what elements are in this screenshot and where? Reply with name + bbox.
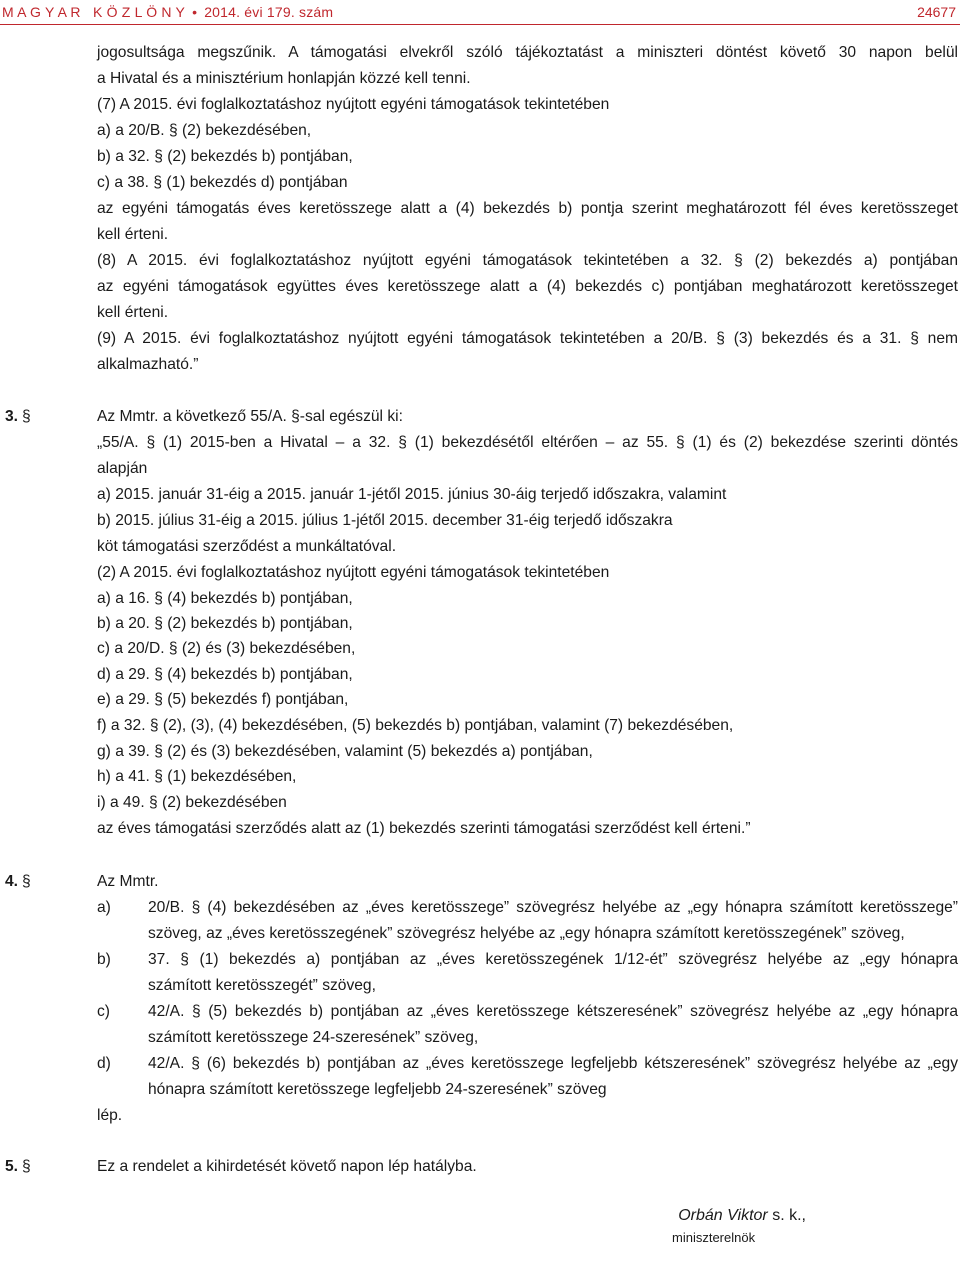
- signatory-role: miniszterelnök: [672, 1230, 756, 1245]
- text-line: a) a 16. § (4) bekezdés b) pontjában,: [97, 590, 353, 607]
- page-number: 24677: [917, 4, 956, 20]
- text-line: jogosultsága megszűnik. A támogatási elvekről szóló tájékoztatást a miniszteri döntést követő 30 napon belül: [97, 44, 958, 61]
- item-text: 42/A. § (5) bekezdés b) pontjában az „éves keretösszege kétszeresének” szövegrész helyébe az „egy hónapra: [148, 1003, 958, 1020]
- text-line: e) a 29. § (5) bekezdés f) pontjában,: [97, 691, 349, 708]
- publication-line: [2, 4, 333, 20]
- text-line: b) a 20. § (2) bekezdés b) pontjában,: [97, 615, 353, 632]
- section-number: 3.: [5, 408, 19, 425]
- signature-suffix: s. k.,: [767, 1207, 806, 1224]
- text-line: „55/A. § (1) 2015-ben a Hivatal – a 32. § (1) bekezdésétől eltérően – az 55. § (1) és (2) bekezdése szerinti döntés: [97, 434, 958, 451]
- text-line: c) a 20/D. § (2) és (3) bekezdésében,: [97, 640, 356, 657]
- item-text: számított keretösszege 24-szeresének” szöveg,: [148, 1029, 479, 1046]
- text-line: h) a 41. § (1) bekezdésében,: [97, 768, 297, 785]
- text-line: (7) A 2015. évi foglalkoztatáshoz nyújtott egyéni támogatások tekintetében: [97, 96, 610, 113]
- text-line: az egyéni támogatások együttes éves keretösszege alatt a (4) bekezdés c) pontjában meghatározott keretösszeget: [97, 278, 958, 295]
- text-line: b) a 32. § (2) bekezdés b) pontjában,: [97, 148, 353, 165]
- publication-title: M A G Y A R K Ö Z L Ö N Y: [2, 4, 186, 20]
- signatory-name: Orbán Viktor: [678, 1207, 768, 1224]
- item-text: szöveg, az „éves keretösszegének” szövegrész helyébe az „egy hónapra számított keretösszegének” szöveg,: [148, 925, 905, 942]
- text-line: az éves támogatási szerződés alatt az (1) bekezdés szerinti támogatási szerződést kell érteni.”: [97, 820, 751, 837]
- item-text: 42/A. § (6) bekezdés b) pontjában az „éves keretösszege legfeljebb kétszeresének” szövegrész helyébe az „egy: [148, 1055, 958, 1072]
- text-line: lép.: [97, 1107, 123, 1124]
- item-label: b): [97, 951, 111, 968]
- item-text: 20/B. § (4) bekezdésében az „éves keretösszege” szövegrész helyébe az „egy hónapra számított keretösszege”: [148, 899, 958, 916]
- text-line: alkalmazható.”: [97, 356, 199, 373]
- text-line: kell érteni.: [97, 226, 169, 243]
- text-line: f) a 32. § (2), (3), (4) bekezdésében, (5) bekezdés b) pontjában, valamint (7) bekezdésében,: [97, 717, 734, 734]
- item-label: c): [97, 1003, 110, 1020]
- text-line: (2) A 2015. évi foglalkoztatáshoz nyújtott egyéni támogatások tekintetében: [97, 564, 610, 581]
- section-sign: §: [22, 873, 31, 890]
- text-line: g) a 39. § (2) és (3) bekezdésében, valamint (5) bekezdés a) pontjában,: [97, 743, 593, 760]
- text-line: a) 2015. január 31-éig a 2015. január 1-jétől 2015. június 30-áig terjedő időszakra, valamint: [97, 486, 727, 503]
- section-sign: §: [22, 408, 31, 425]
- item-label: d): [97, 1055, 111, 1072]
- text-line: c) a 38. § (1) bekezdés d) pontjában: [97, 174, 348, 191]
- section-sign: §: [22, 1158, 31, 1175]
- text-line: a) a 20/B. § (2) bekezdésében,: [97, 122, 312, 139]
- text-line: (8) A 2015. évi foglalkoztatáshoz nyújtott egyéni támogatások tekintetében a 32. § (2) bekezdés a) pontjában: [97, 252, 958, 269]
- text-line: (9) A 2015. évi foglalkoztatáshoz nyújtott egyéni támogatások tekintetében a 20/B. § (3) bekezdés és a 31. § nem: [97, 330, 958, 347]
- item-text: 37. § (1) bekezdés a) pontjában az „éves keretösszegének 1/12-ét” szövegrész helyébe az „egy hónapra: [148, 951, 958, 968]
- text-line: a Hivatal és a minisztérium honlapján közzé kell tenni.: [97, 70, 471, 87]
- header-bullet: •: [192, 4, 198, 20]
- signature: [678, 1207, 806, 1225]
- text-line: Ez a rendelet a kihirdetését követő napon lép hatályba.: [97, 1158, 477, 1175]
- issue-label: 2014. évi 179. szám: [204, 4, 334, 20]
- text-line: kell érteni.: [97, 304, 169, 321]
- text-line: i) a 49. § (2) bekezdésében: [97, 794, 287, 811]
- page-header: [0, 0, 960, 30]
- text-line: Az Mmtr.: [97, 873, 159, 890]
- header-rule: [0, 24, 960, 25]
- section-number: 5.: [5, 1158, 19, 1175]
- item-text: hónapra számított keretösszege legfeljebb 24-szeresének” szöveg: [148, 1081, 607, 1098]
- text-line: az egyéni támogatás éves keretösszege alatt a (4) bekezdés b) pontja szerint meghatározott fél éves keretösszeget: [97, 200, 958, 217]
- section-number: 4.: [5, 873, 19, 890]
- text-line: alapján: [97, 460, 148, 477]
- item-text: számított keretösszegét” szöveg,: [148, 977, 376, 994]
- text-line: Az Mmtr. a következő 55/A. §-sal egészül ki:: [97, 408, 403, 425]
- text-line: b) 2015. július 31-éig a 2015. július 1-jétől 2015. december 31-éig terjedő időszakra: [97, 512, 673, 529]
- item-label: a): [97, 899, 111, 916]
- text-line: köt támogatási szerződést a munkáltatóval.: [97, 538, 397, 555]
- text-line: d) a 29. § (4) bekezdés b) pontjában,: [97, 666, 353, 683]
